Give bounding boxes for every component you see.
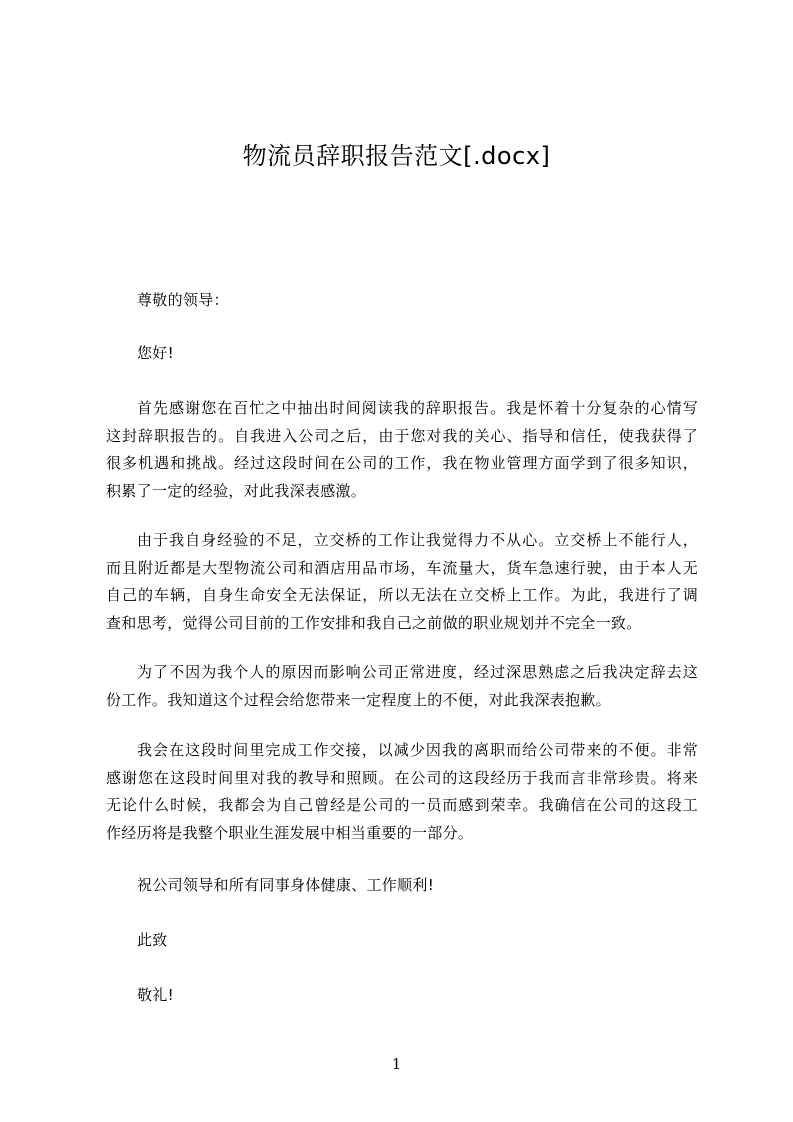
- closing-2-text: 敬礼!: [137, 986, 174, 1004]
- closing-1-text: 此致: [137, 931, 168, 949]
- paragraph-line: 积累了一定的经验，对此我深表感激。: [106, 481, 367, 500]
- paragraph-line: 为了不因为我个人的原因而影响公司正常进度，经过深思熟虑之后我决定辞去这: [137, 663, 698, 681]
- paragraph-line: 份工作。我知道这个过程会给您带来一定程度上的不便，对此我深表抱歉。: [106, 690, 611, 709]
- paragraph-line: 由于我自身经验的不足，立交桥的工作让我觉得力不从心。立交桥上不能行人，: [137, 531, 698, 549]
- paragraph-line: 我会在这段时间里完成工作交接，以减少因我的离职而给公司带来的不便。非常: [137, 741, 698, 759]
- paragraph-line: 查和思考，觉得公司目前的工作安排和我自己之前做的职业规划并不完全一致。: [106, 613, 642, 632]
- paragraph-line: 这封辞职报告的。自我进入公司之后，由于您对我的关心、指导和信任，使我获得了: [106, 426, 698, 445]
- closing-1: [106, 927, 698, 955]
- closing-2: [106, 982, 698, 1010]
- paragraph-line: 自己的车辆，自身生命安全无法保证，所以无法在立交桥上工作。为此，我进行了调: [106, 586, 698, 604]
- wishes-text: 祝公司领导和所有同事身体健康、工作顺利!: [137, 876, 435, 894]
- paragraph-4: [106, 737, 698, 847]
- salutation: [106, 287, 698, 315]
- paragraph-line: 作经历将是我整个职业生涯发展中相当重要的一部分。: [106, 823, 474, 842]
- salutation-text: 尊敬的领导：: [137, 291, 229, 309]
- wishes: [106, 872, 698, 900]
- paragraph-line: 首先感谢您在百忙之中抽出时间阅读我的辞职报告。我是怀着十分复杂的心情写: [137, 399, 698, 417]
- greeting: [106, 340, 698, 368]
- paragraph-2: [106, 527, 698, 637]
- paragraph-line: 无论什么时候，我都会为自己曾经是公司的一员而感到荣幸。我确信在公司的这段工: [106, 796, 698, 814]
- paragraph-line: 感谢您在这段时间里对我的教导和照顾。在公司的这段经历于我而言非常珍贵。将来: [106, 768, 698, 787]
- paragraph-line: 而且附近都是大型物流公司和酒店用品市场，车流量大，货车急速行驶，由于本人无: [106, 558, 698, 577]
- document-title: 物流员辞职报告范文[.docx]: [242, 142, 551, 170]
- paragraph-3: [106, 659, 698, 714]
- paragraph-1: [106, 395, 698, 505]
- paragraph-line: 很多机遇和挑战。经过这段时间在公司的工作，我在物业管理方面学到了很多知识，: [106, 454, 698, 472]
- greeting-text: 您好!: [137, 344, 174, 362]
- page-number: 1: [391, 1055, 402, 1073]
